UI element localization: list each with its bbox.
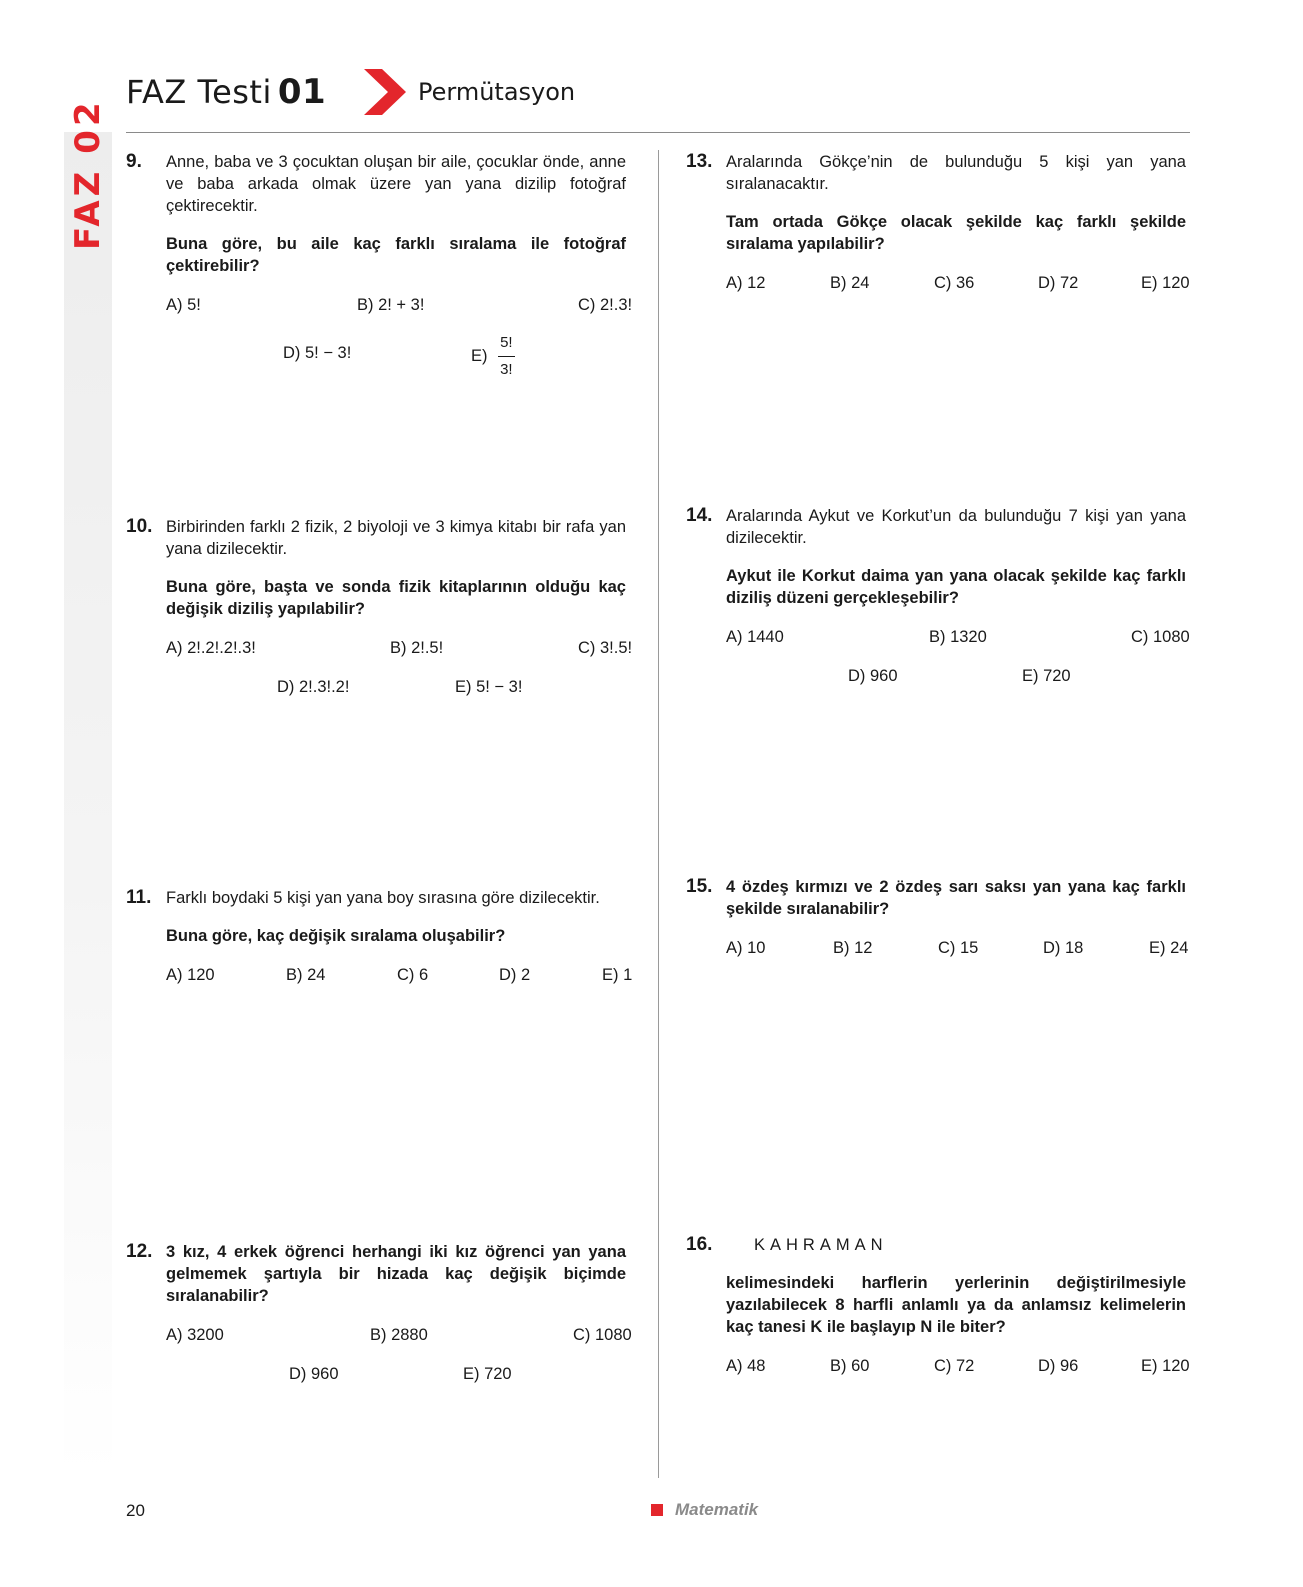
option-e-label: E) xyxy=(471,346,488,365)
question-15 xyxy=(686,876,1189,961)
option-a[interactable]: A) 48 xyxy=(726,1357,766,1375)
side-tab-number: 02 xyxy=(68,98,108,154)
option-c[interactable]: C) 15 xyxy=(938,939,979,957)
question-ask: kelimesindeki harflerin yerlerinin değiştirilmesiyle yazılabilecek 8 harfli anlamlı ya da anlamsız kelimelerin kaç tanesi K ile başlayıp N ile biter? xyxy=(726,1274,1186,1336)
option-e[interactable]: E) 720 xyxy=(1022,667,1071,685)
option-a[interactable]: A) 12 xyxy=(726,274,766,292)
option-a[interactable]: A) 1440 xyxy=(726,628,784,646)
page-title xyxy=(126,72,326,112)
option-e[interactable] xyxy=(471,332,515,381)
question-number: 12. xyxy=(126,1241,153,1262)
option-b[interactable]: B) 2880 xyxy=(370,1326,428,1344)
options-row-1 xyxy=(726,626,1190,650)
options-row-2 xyxy=(726,665,1186,689)
question-stem: Birbirinden farklı 2 fizik, 2 biyoloji ve 3 kimya kitabı bir rafa yan yana dizilecektir. xyxy=(166,518,626,558)
option-b[interactable]: B) 2!.5! xyxy=(390,639,444,657)
fraction-numerator: 5! xyxy=(498,332,515,357)
side-tab-prefix: FAZ xyxy=(68,167,108,250)
word-kahraman: KAHRAMAN xyxy=(754,1236,888,1254)
topic-title: Permütasyon xyxy=(418,78,576,106)
question-ask: Buna göre, bu aile kaç farklı sıralama ile fotoğraf çektirebilir? xyxy=(166,235,626,275)
option-c[interactable]: C) 1080 xyxy=(1131,628,1190,646)
header-divider xyxy=(126,132,1190,133)
option-b[interactable]: B) 1320 xyxy=(929,628,987,646)
side-tab-label xyxy=(70,50,106,250)
option-e[interactable]: E) 720 xyxy=(463,1365,512,1383)
question-13 xyxy=(686,151,1190,296)
question-ask: Buna göre, kaç değişik sıralama oluşabilir? xyxy=(166,927,506,945)
option-e[interactable]: E) 120 xyxy=(1141,274,1190,292)
option-e-fraction xyxy=(498,332,515,381)
title-number: 01 xyxy=(277,72,327,112)
options-row-2 xyxy=(166,1363,626,1387)
question-11 xyxy=(126,887,633,988)
option-c[interactable]: C) 6 xyxy=(397,966,429,984)
question-number: 10. xyxy=(126,516,153,537)
options-row xyxy=(726,1355,1190,1379)
option-d[interactable]: D) 96 xyxy=(1038,1357,1079,1375)
option-a[interactable]: A) 10 xyxy=(726,939,766,957)
page-number: 20 xyxy=(126,1501,145,1520)
options-row-2 xyxy=(166,676,626,700)
question-ask: Buna göre, başta ve sonda fizik kitaplarının olduğu kaç değişik diziliş yapılabilir? xyxy=(166,578,626,618)
question-number: 11. xyxy=(126,887,152,908)
options-row xyxy=(726,272,1190,296)
option-a[interactable]: A) 3200 xyxy=(166,1326,224,1344)
question-number: 9. xyxy=(126,151,142,172)
question-ask: 3 kız, 4 erkek öğrenci herhangi iki kız öğrenci yan yana gelmemek şartıyla bir hizada kaç değişik biçimde sıralanabilir? xyxy=(166,1243,626,1305)
options-row xyxy=(166,964,633,988)
option-d[interactable]: D) 960 xyxy=(848,667,898,685)
option-c[interactable]: C) 36 xyxy=(934,274,975,292)
question-14 xyxy=(686,505,1190,689)
question-ask: 4 özdeş kırmızı ve 2 özdeş sarı saksı yan yana kaç farklı şekilde sıralanabilir? xyxy=(726,878,1186,918)
option-d[interactable]: D) 960 xyxy=(289,1365,339,1383)
option-a[interactable]: A) 120 xyxy=(166,966,215,984)
option-c[interactable]: C) 2!.3! xyxy=(578,296,633,314)
question-stem: Farklı boydaki 5 kişi yan yana boy sırasına göre dizilecektir. xyxy=(166,889,600,907)
option-d[interactable]: D) 72 xyxy=(1038,274,1079,292)
question-10 xyxy=(126,516,633,700)
options-row-2 xyxy=(166,332,626,376)
option-d[interactable]: D) 18 xyxy=(1043,939,1084,957)
option-d[interactable]: D) 5! − 3! xyxy=(283,344,352,362)
question-stem: Aralarında Gökçe’nin de bulunduğu 5 kişi yan yana sıralanacaktır. xyxy=(726,153,1186,193)
option-a[interactable]: A) 5! xyxy=(166,296,201,314)
option-b[interactable]: B) 12 xyxy=(833,939,873,957)
question-12 xyxy=(126,1241,632,1387)
option-c[interactable]: C) 3!.5! xyxy=(578,639,633,657)
question-ask: Tam ortada Gökçe olacak şekilde kaç farklı şekilde sıralama yapılabilir? xyxy=(726,213,1186,253)
option-e[interactable]: E) 120 xyxy=(1141,1357,1190,1375)
option-e[interactable]: E) 24 xyxy=(1149,939,1189,957)
option-d[interactable]: D) 2!.3!.2! xyxy=(277,678,350,696)
chevron-right-icon xyxy=(364,69,406,115)
option-c[interactable]: C) 1080 xyxy=(573,1326,632,1344)
question-16 xyxy=(686,1234,1190,1379)
question-number: 15. xyxy=(686,876,713,897)
question-stem: Aralarında Aykut ve Korkut’un da bulunduğu 7 kişi yan yana dizilecektir. xyxy=(726,507,1186,547)
option-a[interactable]: A) 2!.2!.2!.3! xyxy=(166,639,256,657)
footer-subject: Matematik xyxy=(675,1500,759,1519)
options-row xyxy=(726,937,1189,961)
question-number: 14. xyxy=(686,505,713,526)
title-prefix: FAZ Testi xyxy=(126,73,272,111)
option-b[interactable]: B) 24 xyxy=(830,274,870,292)
question-9 xyxy=(126,151,633,378)
question-number: 16. xyxy=(686,1234,713,1255)
fraction-denominator: 3! xyxy=(500,361,513,378)
question-stem: Anne, baba ve 3 çocuktan oluşan bir aile, çocuklar önde, anne ve baba arkada olmak üzere yan yana dizilip fotoğraf çektirecektir. xyxy=(166,153,626,215)
footer-square-icon xyxy=(651,1504,663,1516)
option-b[interactable]: B) 60 xyxy=(830,1357,870,1375)
option-e[interactable]: E) 5! − 3! xyxy=(455,678,523,696)
options-row-1 xyxy=(166,294,633,318)
question-word xyxy=(754,1234,1186,1256)
question-number: 13. xyxy=(686,151,713,172)
side-strip xyxy=(64,132,112,1477)
question-ask: Aykut ile Korkut daima yan yana olacak şekilde kaç farklı diziliş düzeni gerçekleşebilir? xyxy=(726,567,1186,607)
option-b[interactable]: B) 2! + 3! xyxy=(357,296,425,314)
option-e[interactable]: E) 1 xyxy=(602,966,633,984)
option-c[interactable]: C) 72 xyxy=(934,1357,975,1375)
column-divider xyxy=(658,150,659,1478)
options-row-1 xyxy=(166,1324,632,1348)
option-d[interactable]: D) 2 xyxy=(499,966,531,984)
option-b[interactable]: B) 24 xyxy=(286,966,326,984)
options-row-1 xyxy=(166,637,633,661)
